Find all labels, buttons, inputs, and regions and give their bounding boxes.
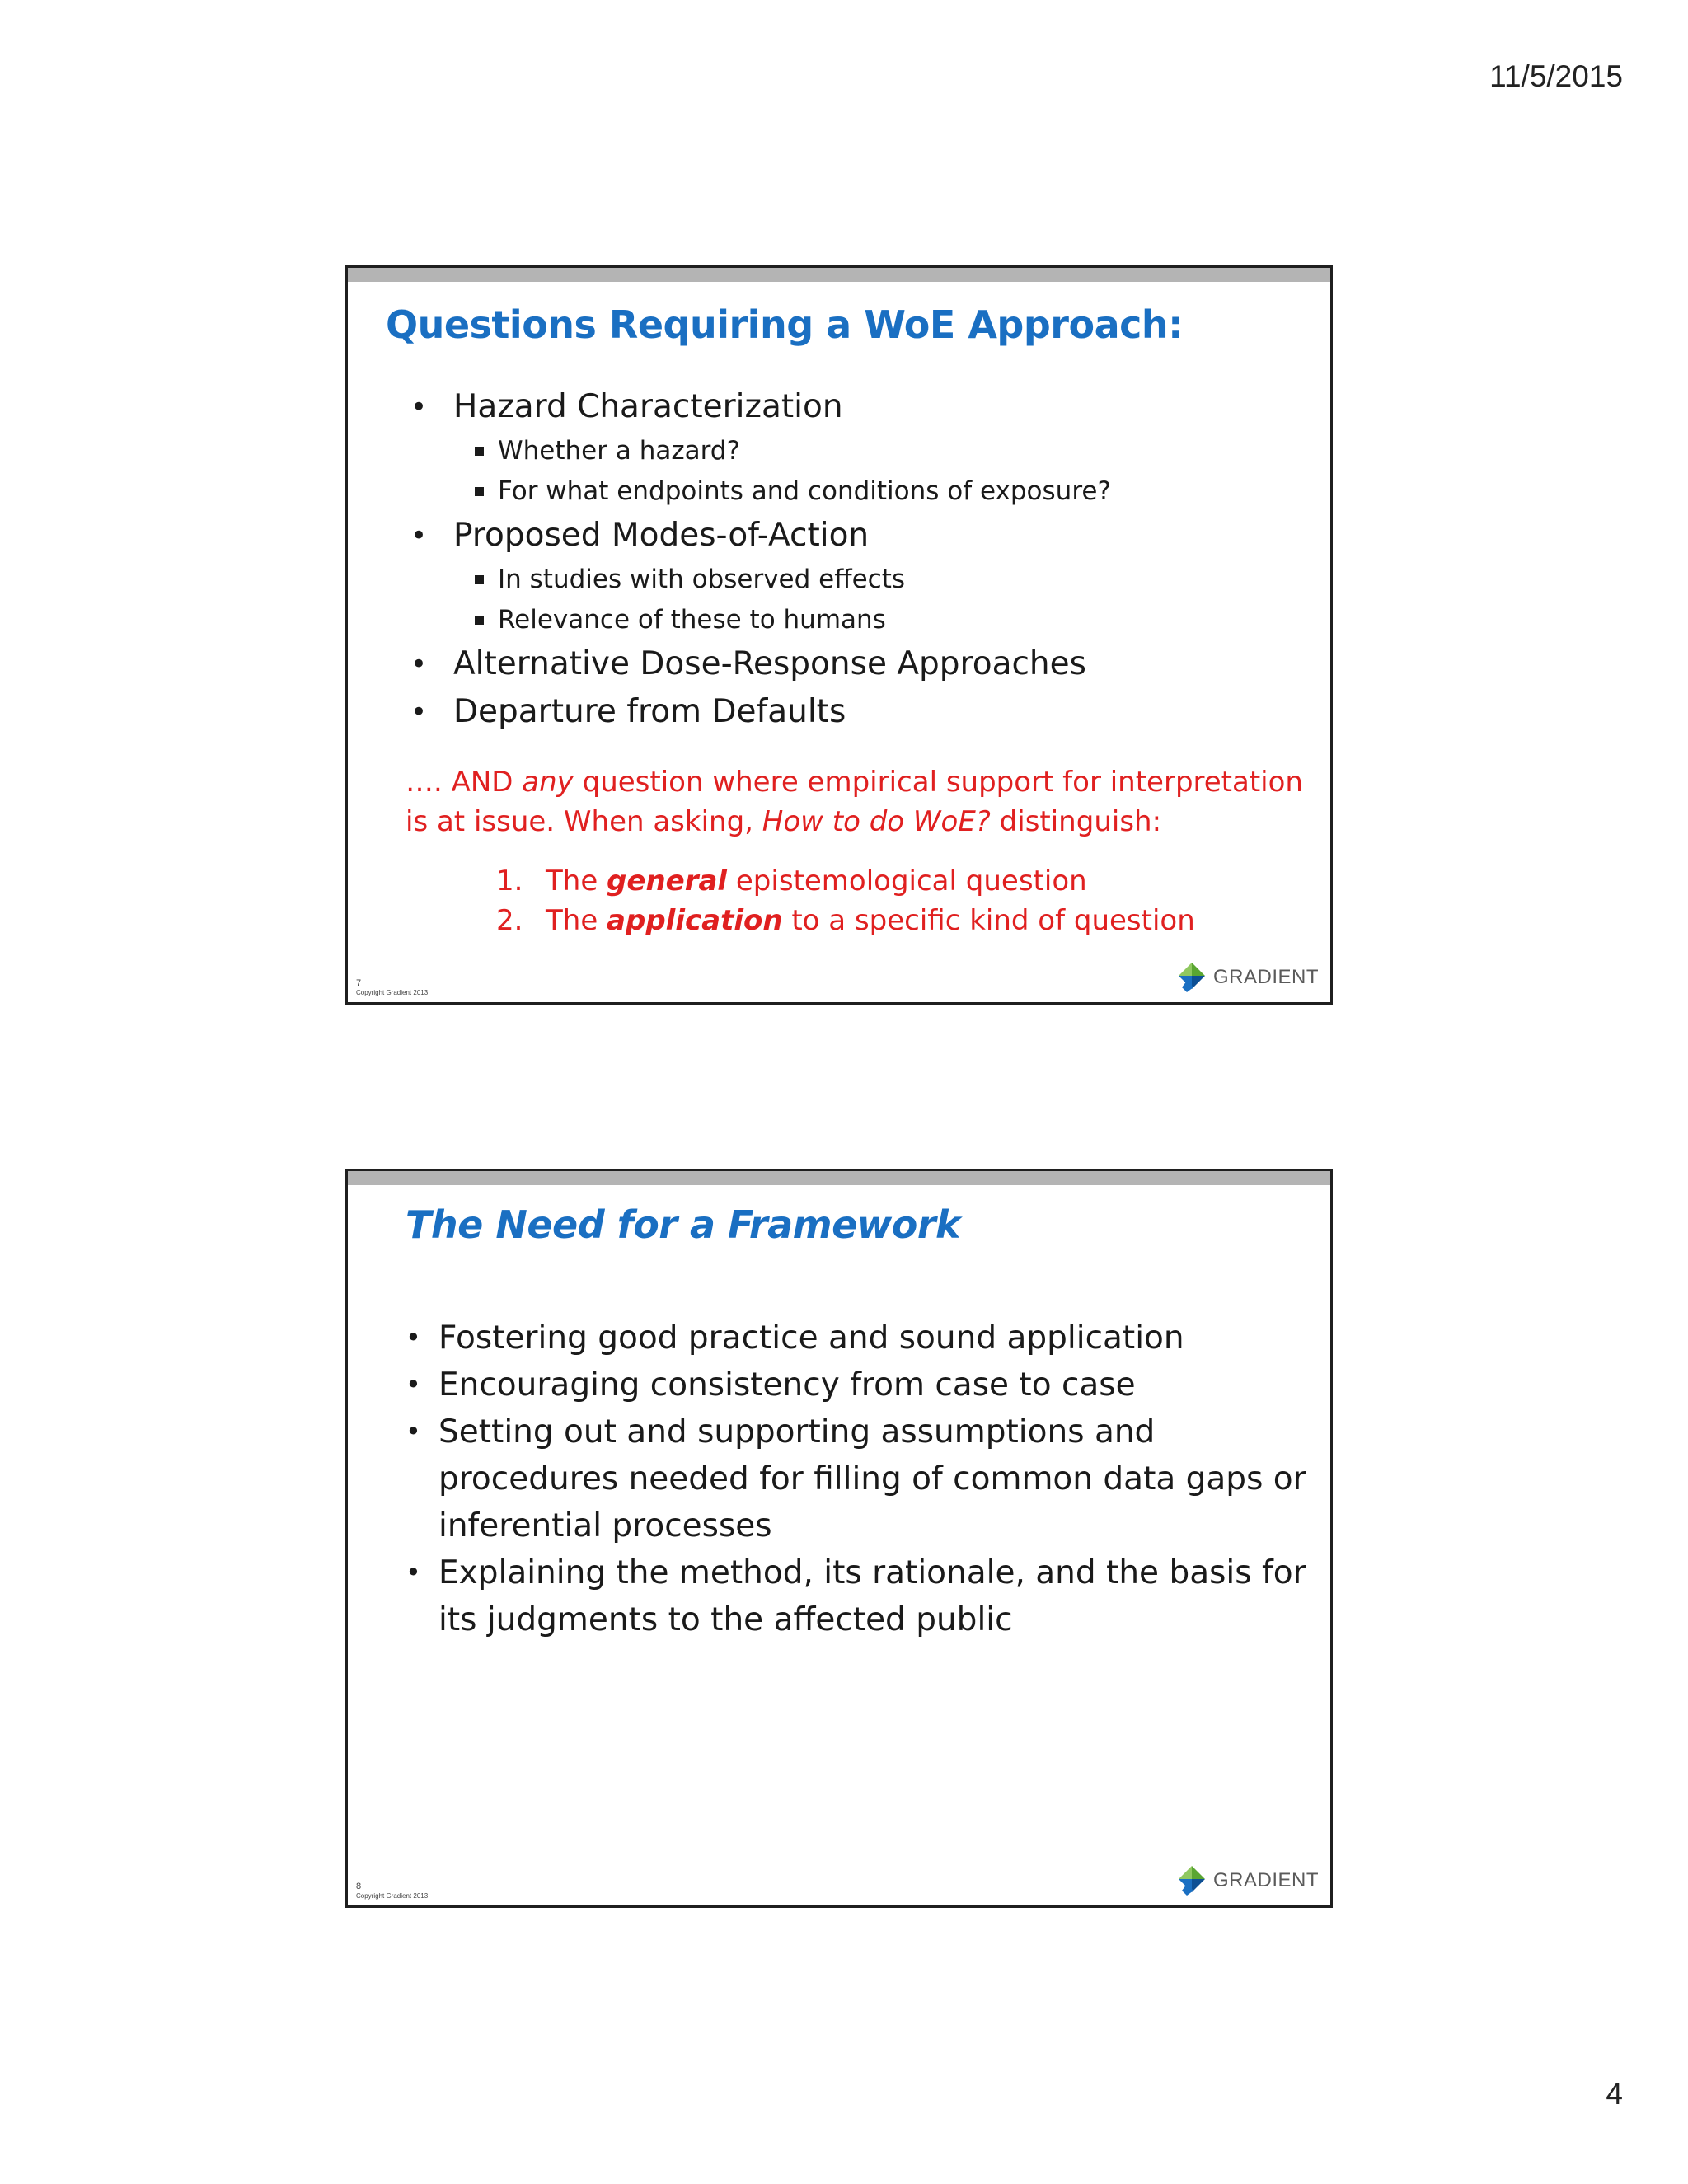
bullet-dot-icon: • [406, 1322, 421, 1353]
slide-footer [356, 978, 428, 997]
item-text: epistemological question [727, 865, 1087, 898]
page-date: 11/5/2015 [1489, 59, 1623, 93]
sub-bullet-item [475, 431, 1301, 471]
bullet-dot-icon: • [406, 1416, 421, 1447]
copyright-text: Copyright Gradient 2013 [356, 989, 429, 996]
bullet-text: Departure from Defaults [453, 693, 846, 730]
slide-top-bar [348, 268, 1330, 282]
sub-bullet-text: Relevance of these to humans [498, 605, 886, 635]
slide-number: 8 [356, 1882, 362, 1891]
bullet-list [410, 383, 1301, 736]
bullet-dot-icon: • [410, 648, 428, 681]
note-text: distinguish: [990, 805, 1162, 838]
bullet-dot-icon: • [406, 1557, 421, 1588]
item-text: The [546, 904, 607, 937]
gradient-logo-icon [1175, 961, 1208, 994]
bullet-text: Explaining the method, its rationale, and the basis for its judgments to the affected public [438, 1554, 1306, 1638]
bullet-item [406, 1549, 1320, 1643]
bullet-dot-icon: • [410, 696, 428, 729]
sub-bullet-text: In studies with observed effects [498, 565, 906, 594]
bullet-text: Fostering good practice and sound application [438, 1319, 1184, 1357]
logo-text: GRADIENT [1212, 966, 1319, 988]
bullet-text: Alternative Dose-Response Approaches [453, 645, 1086, 682]
bullet-text: Hazard Characterization [453, 388, 843, 425]
sub-bullet-item [475, 560, 1301, 600]
slide-title: Questions Requiring a WoE Approach: [386, 302, 1184, 347]
numbered-list [496, 861, 1195, 940]
sub-bullet-list [410, 560, 1301, 640]
sub-bullet-item [475, 600, 1301, 640]
item-number: 2. [496, 904, 523, 937]
square-bullet-icon [475, 616, 484, 625]
bullet-item [410, 383, 1301, 431]
numbered-item [496, 901, 1195, 940]
slide-number: 7 [356, 978, 362, 988]
sub-bullet-text: Whether a hazard? [498, 436, 740, 466]
slide-title: The Need for a Framework [406, 1202, 961, 1247]
item-text: to a specific kind of question [782, 904, 1195, 937]
bullet-list [406, 1315, 1320, 1643]
slide-7 [345, 265, 1333, 1005]
sub-bullet-list [410, 431, 1301, 512]
bullet-item [406, 1315, 1320, 1361]
bullet-dot-icon: • [410, 519, 428, 552]
copyright-text: Copyright Gradient 2013 [356, 1892, 429, 1900]
note-emphasis: How to do WoE? [762, 805, 991, 838]
square-bullet-icon [475, 447, 484, 456]
bullet-dot-icon: • [410, 391, 428, 424]
bullet-item [410, 688, 1301, 736]
slide-top-bar [348, 1171, 1330, 1185]
square-bullet-icon [475, 487, 484, 496]
bullet-text: Proposed Modes-of-Action [453, 517, 870, 554]
slide-8 [345, 1169, 1333, 1908]
note-text: question where empirical support for interpretation is at issue. When asking, [406, 766, 1303, 838]
red-note [406, 762, 1312, 841]
bullet-item [410, 640, 1301, 688]
note-text: …. AND [406, 766, 523, 799]
bullet-item [406, 1361, 1320, 1408]
item-emphasis: general [607, 865, 728, 898]
item-number: 1. [496, 865, 523, 898]
square-bullet-icon [475, 575, 484, 584]
sub-bullet-text: For what endpoints and conditions of exposure? [498, 476, 1111, 506]
item-emphasis: application [607, 904, 783, 937]
bullet-text: Setting out and supporting assumptions and procedures needed for filling of common data gaps or inferential processes [438, 1413, 1306, 1544]
sub-bullet-item [475, 471, 1301, 512]
page-number: 4 [1606, 2077, 1623, 2111]
bullet-dot-icon: • [406, 1369, 421, 1400]
slide-footer [356, 1882, 428, 1900]
bullet-text: Encouraging consistency from case to case [438, 1366, 1136, 1404]
numbered-item [496, 861, 1195, 901]
bullet-item [410, 512, 1301, 560]
gradient-logo [1175, 1864, 1319, 1897]
item-text: The [546, 865, 607, 898]
gradient-logo-icon [1175, 1864, 1208, 1897]
logo-text: GRADIENT [1212, 1869, 1319, 1891]
gradient-logo [1175, 961, 1319, 994]
bullet-item [406, 1408, 1320, 1549]
note-emphasis: any [522, 766, 574, 799]
